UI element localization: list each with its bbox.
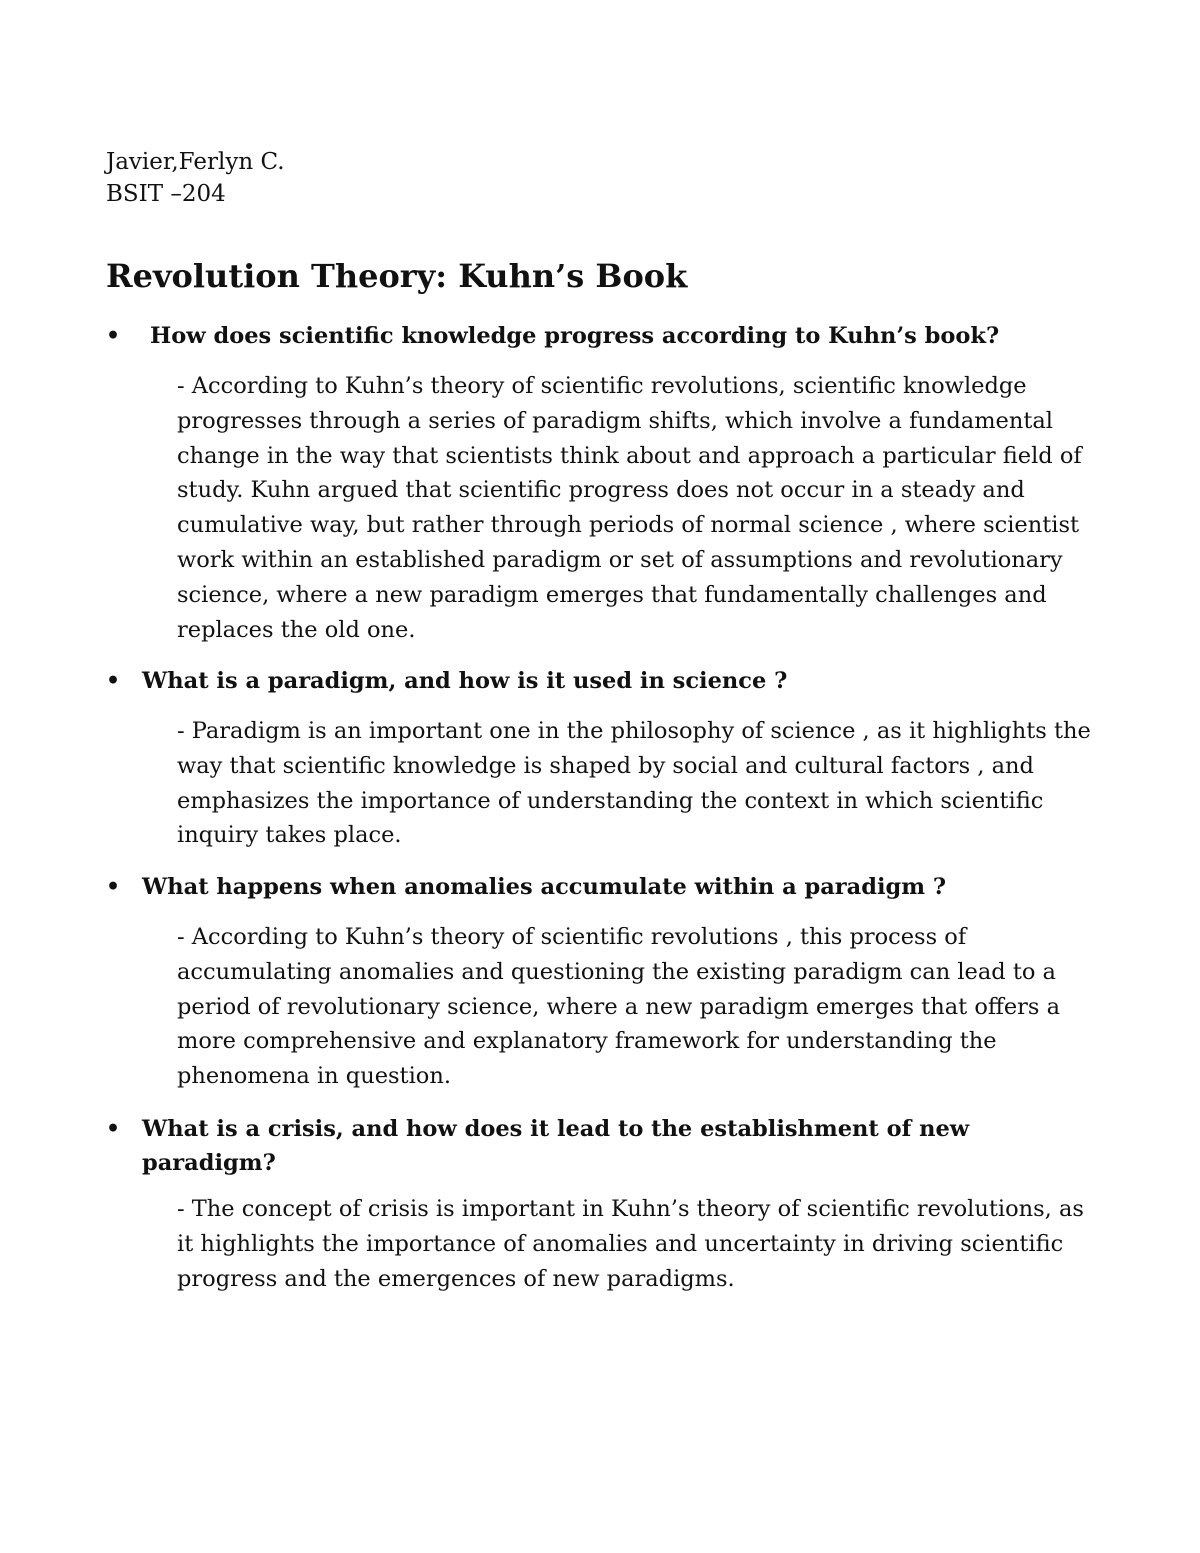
qa-item bbox=[106, 870, 1106, 1094]
qa-item bbox=[106, 319, 1106, 647]
question-label: What is a paradigm, and how is it used in science ? bbox=[142, 668, 788, 694]
author-section: BSIT –204 bbox=[106, 181, 226, 207]
author-name: Javier,Ferlyn C. bbox=[106, 149, 285, 175]
bullet-icon: • bbox=[106, 874, 121, 900]
question-label: What is a crisis, and how does it lead to the establishment of new paradigm? bbox=[142, 1116, 970, 1176]
answer-text: - According to Kuhn’s theory of scientific revolutions , this process of accumulating anomalies and questioning the existing paradigm can lead to a period of revolutionary science, where a new paradigm emerges that offers a more comprehensive and explanatory framework for understanding the phenomena in question. bbox=[177, 924, 1061, 1090]
qa-item bbox=[106, 664, 1106, 853]
bullet-icon: • bbox=[106, 1116, 121, 1142]
document-title: Revolution Theory: Kuhn’s Book bbox=[106, 257, 688, 295]
question-text bbox=[106, 319, 1106, 353]
answer-text: - According to Kuhn’s theory of scientific revolutions, scientific knowledge progresses through a series of paradigm shifts, which involve a fundamental change in the way that scientists think about and approach a particular field of study. Kuhn argued that scientific progress does not occur in a steady and cumulative way, but rather through periods of normal science , where scientist work within an established paradigm or set of assumptions and revolutionary science, where a new paradigm emerges that fundamentally challenges and replaces the old one. bbox=[177, 373, 1082, 643]
question-text bbox=[106, 664, 1106, 698]
question-text bbox=[106, 870, 1106, 904]
qa-item bbox=[106, 1112, 1106, 1296]
question-text bbox=[106, 1112, 1002, 1180]
bullet-icon: • bbox=[106, 668, 121, 694]
question-label: What happens when anomalies accumulate within a paradigm ? bbox=[142, 874, 947, 900]
author-block bbox=[106, 146, 285, 210]
question-label: How does scientific knowledge progress according to Kuhn’s book? bbox=[150, 323, 1000, 349]
answer-text: - Paradigm is an important one in the philosophy of science , as it highlights the way that scientific knowledge is shaped by social and cultural factors , and emphasizes the importance of understanding the context in which scientific inquiry takes place. bbox=[177, 718, 1091, 849]
bullet-icon: • bbox=[106, 323, 121, 349]
answer-text: - The concept of crisis is important in Kuhn’s theory of scientific revolutions, as it highlights the importance of anomalies and uncertainty in driving scientific progress and the emergences of new paradigms. bbox=[177, 1196, 1084, 1292]
